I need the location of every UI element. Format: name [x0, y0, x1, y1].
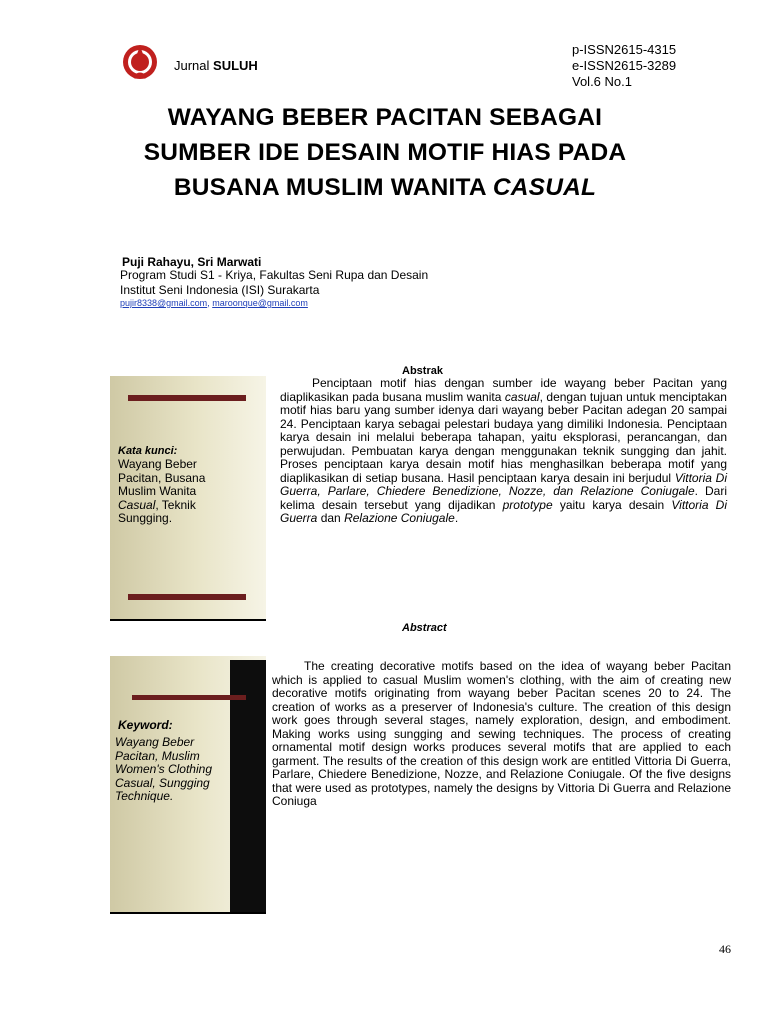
title-line-2: SUMBER IDE DESAIN MOTIF HIAS PADA: [143, 139, 627, 166]
journal-prefix: Jurnal: [174, 58, 210, 73]
title-line-3-italic: CASUAL: [492, 174, 597, 201]
keyword-heading: Keyword:: [118, 718, 173, 732]
title-line-1: WAYANG BEBER PACITAN SEBAGAI: [167, 104, 603, 131]
journal-logo: [120, 42, 160, 82]
issn-print: p-ISSN2615-4315: [572, 42, 677, 57]
abstrak-body: [280, 377, 727, 526]
abstrak-italic-4: Vittoria Di Guerra: [280, 497, 728, 525]
decorative-bar-keyword: [132, 695, 246, 700]
email-link-2[interactable]: maroonque@gmail.com: [212, 298, 308, 308]
journal-title: SULUH: [213, 58, 258, 73]
affiliation: [120, 268, 428, 298]
kata-kunci-text: [118, 458, 238, 526]
email-link-1[interactable]: pujir8338@gmail.com: [120, 298, 208, 308]
abstrak-italic-3: prototype: [502, 497, 553, 512]
abstrak-text-1: Penciptaan motif hias dengan sumber ide wayang beber Pacitan yang diaplikasikan pada busana muslim wanita: [280, 376, 727, 404]
abstrak-text-6: .: [454, 511, 459, 525]
abstrak-italic-5: Relazione Coniugale: [344, 511, 455, 525]
decorative-bar-top: [128, 395, 246, 401]
affiliation-line-2: Institut Seni Indonesia (ISI) Surakarta: [120, 283, 320, 297]
kata-kunci-text-1: Wayang Beber Pacitan, Busana Muslim Wanita: [118, 457, 206, 498]
abstrak-text-5: dan: [317, 511, 345, 525]
page-number: 46: [719, 942, 731, 956]
abstrak-text-4: yaitu karya desain: [552, 497, 672, 512]
kata-kunci-box-border: [110, 619, 266, 621]
abstrak-text-2: , dengan tujuan untuk menciptakan motif hias baru yang sumber idenya dari wayang beber Pacitan adegan 20 sampai 24. Penciptaan karya sebagai pelestari budaya yang dimiliki Indonesia. Penciptaan karya desain ini melalui beberapa tahapan, yaitu eksplorasi, perancangan, dan perwujudan. Pembuatan karya dengan menggunakan teknik sungging dan jahit. Proses penciptaan karya desain motif hias menghasilkan beberapa motif yang diaplikasikan di setiap busana. Hasil penciptaan karya desain ini berjudul: [280, 389, 727, 485]
decorative-bar-bottom: [128, 594, 246, 600]
volume: Vol.6 No.1: [572, 74, 632, 89]
issn-block: [572, 42, 676, 90]
abstract-body: The creating decorative motifs based on the idea of wayang beber Pacitan which is applied to casual Muslim women's clothing, with the aim of creating new decorative motifs originating from wayang beber Pacitan scenes 20 to 24. The creation of works as a preserver of Indonesia's culture. The creation of this design work goes through several stages, namely exploration, design, and embodiment. Making works using sungging and sewing techniques. The process of creating ornamental motif design works produces several motifs that are applied to each garment. The results of the creation of this design work are entitled Vittoria Di Guerra, Parlare, Chiedere Benedizione, Nozze, and Relazione Coniugale. Of the five designs that were used as prototypes, namely the designs by Vittoria Di Guerra and Relazione Coniuga: [272, 659, 731, 808]
abstrak-text-3: . Dari kelima desain tersebut yang dijadikan: [280, 484, 728, 512]
title-line-3-main: BUSANA MUSLIM WANITA: [173, 174, 493, 201]
journal-name: [174, 58, 258, 73]
title-line-3: [100, 170, 670, 205]
abstrak-italic-2: Vittoria Di Guerra, Parlare, Chiedere Benedizione, Nozze, dan Relazione Coniugale: [280, 470, 727, 498]
paper-title: [100, 100, 670, 205]
author-names: Puji Rahayu, Sri Marwati: [122, 255, 262, 269]
abstract-heading: Abstract: [402, 622, 447, 634]
affiliation-line-1: Program Studi S1 - Kriya, Fakultas Seni Rupa dan Desain: [120, 268, 429, 282]
kata-kunci-italic: Casual: [118, 497, 156, 512]
kata-kunci-text-2: , Teknik Sungging.: [118, 497, 196, 525]
issn-online: e-ISSN2615-3289: [572, 58, 677, 73]
kata-kunci-heading: Kata kunci:: [118, 445, 178, 457]
keyword-text: Wayang Beber Pacitan, Muslim Women's Clothing Casual, Sungging Technique.: [115, 735, 212, 803]
abstrak-heading: Abstrak: [402, 365, 443, 377]
keyword-box-border: [110, 912, 266, 914]
abstrak-italic-1: casual: [504, 389, 540, 404]
author-emails: [120, 298, 308, 308]
email-separator: ,: [207, 298, 213, 308]
